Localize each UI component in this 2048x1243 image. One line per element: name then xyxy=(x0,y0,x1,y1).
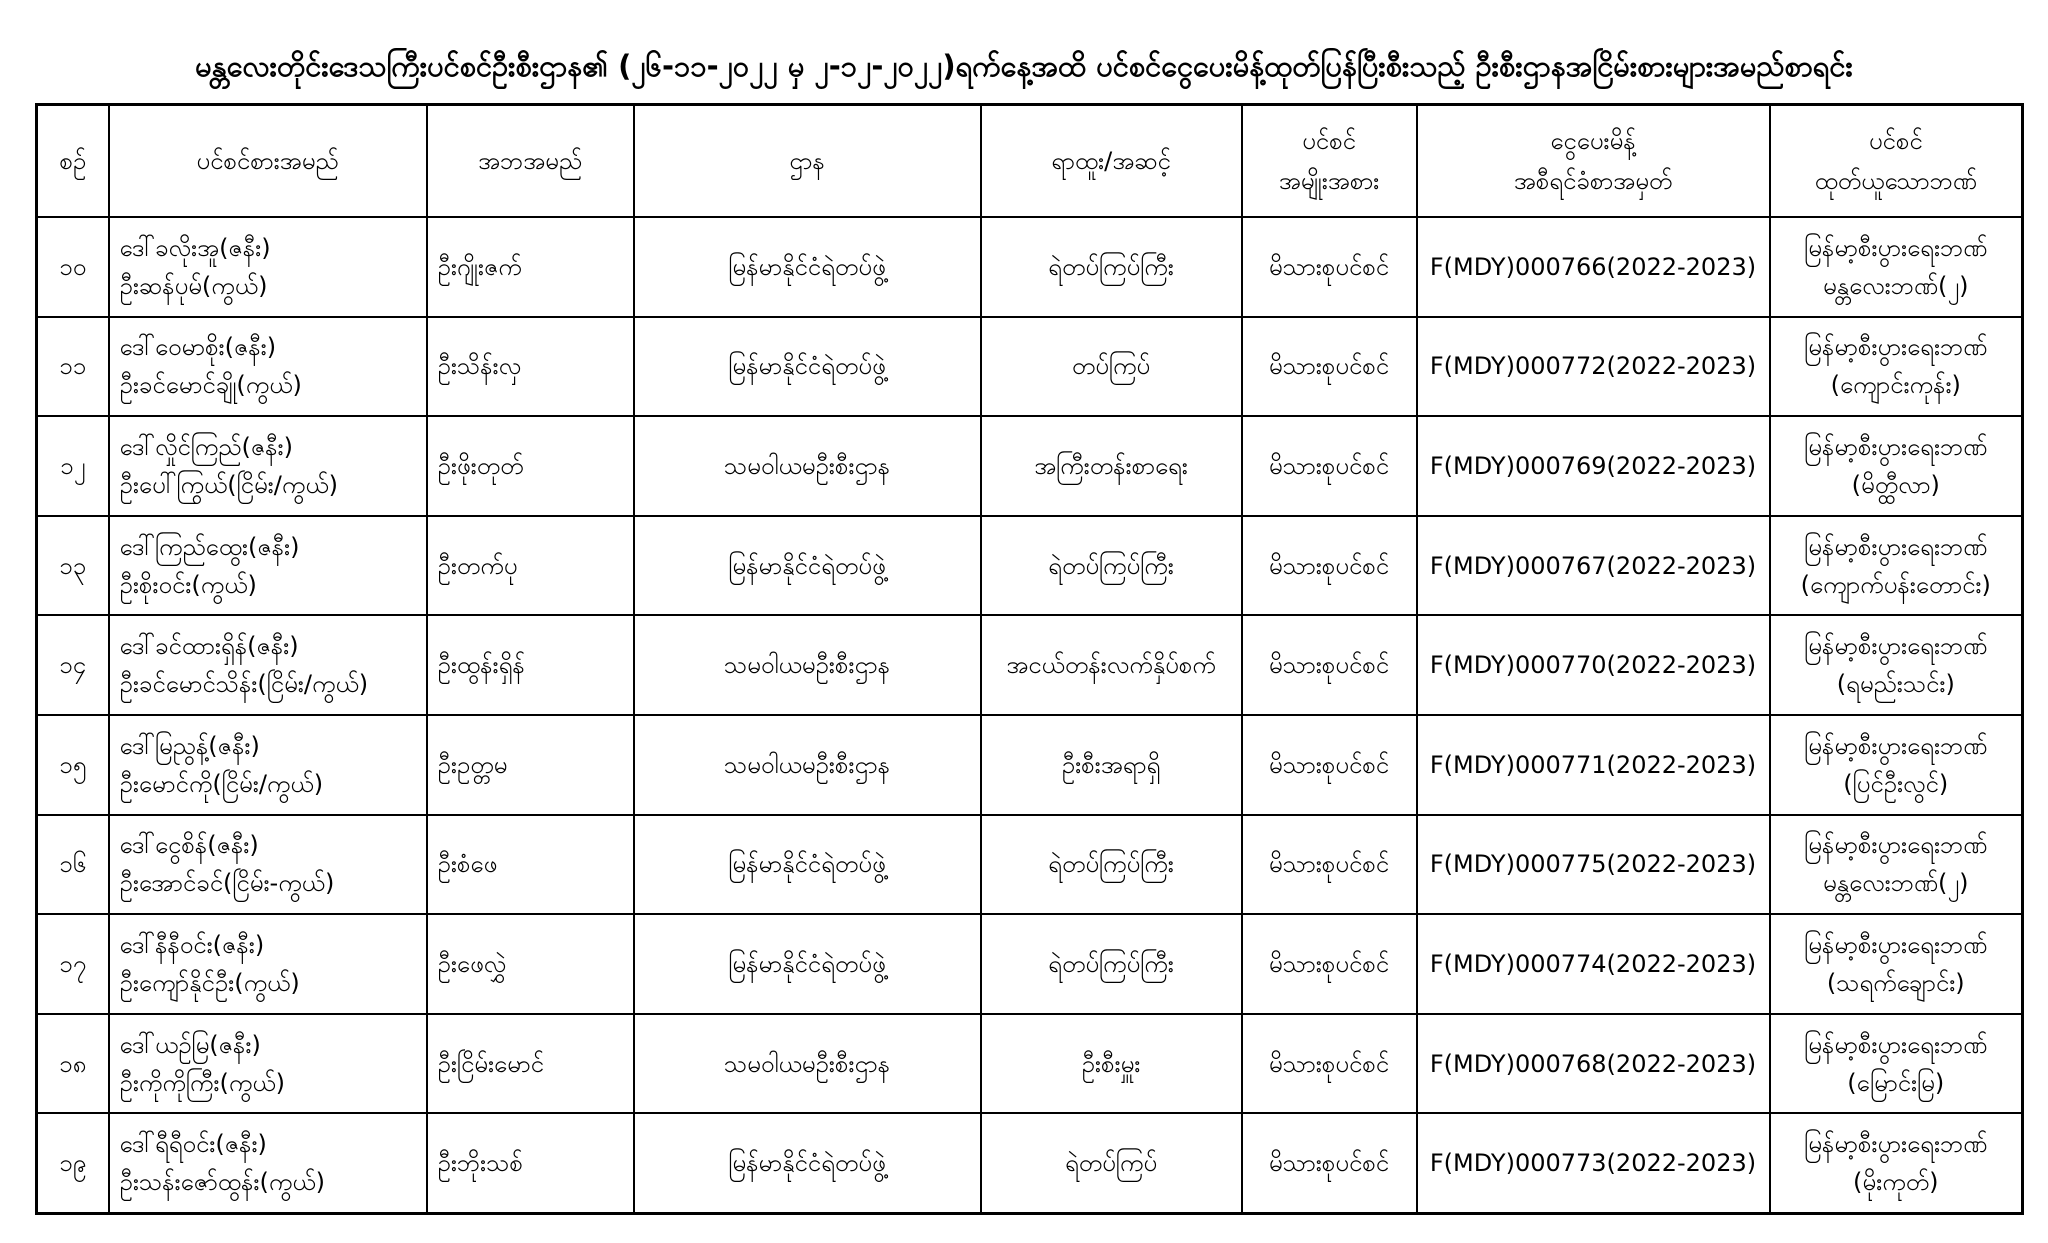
cell-order-no: F(MDY)000772(2022-2023) xyxy=(1417,317,1770,417)
table-row xyxy=(37,914,2023,1014)
cell-bank xyxy=(1770,1113,2023,1213)
cell-no: ၁၆ xyxy=(37,815,109,915)
table-row xyxy=(37,615,2023,715)
deceased-name: ဦးခင်မောင်ချို(ကွယ်) xyxy=(119,371,302,400)
cell-bank xyxy=(1770,815,2023,915)
header-rank: ရာထူး/အဆင့် xyxy=(981,105,1242,218)
bank-branch: မန္တလေးဘဏ်(၂) xyxy=(1822,271,1969,300)
bank-name: မြန်မာ့စီးပွားရေးဘဏ် xyxy=(1804,233,1988,262)
deceased-name: ဦးကိုကိုကြီး(ကွယ်) xyxy=(119,1068,285,1097)
header-bank xyxy=(1770,105,2023,218)
cell-department: မြန်မာနိုင်ငံရဲတပ်ဖွဲ့ xyxy=(634,914,981,1014)
cell-pension-type: မိသားစုပင်စင် xyxy=(1242,914,1417,1014)
table-row xyxy=(37,516,2023,616)
cell-no: ၁၉ xyxy=(37,1113,109,1213)
header-row xyxy=(37,105,2023,218)
cell-pension-type: မိသားစုပင်စင် xyxy=(1242,1113,1417,1213)
bank-branch: (မြောင်းမြ) xyxy=(1847,1068,1945,1097)
pensioner-name: ဒေါ်ဝေမာစိုး(ဇနီး) xyxy=(119,333,277,362)
cell-rank: ရဲတပ်ကြပ်ကြီး xyxy=(981,516,1242,616)
bank-name: မြန်မာ့စီးပွားရေးဘဏ် xyxy=(1804,831,1988,860)
deceased-name: ဦးစိုးဝင်း(ကွယ်) xyxy=(119,570,257,599)
bank-branch: (ကျောင်းကုန်း) xyxy=(1830,371,1961,400)
cell-no: ၁၀ xyxy=(37,217,109,317)
table-row xyxy=(37,1014,2023,1114)
cell-department: သမဝါယမဦးစီးဌာန xyxy=(634,416,981,516)
bank-branch: (ပြင်ဦးလွင်) xyxy=(1843,769,1949,798)
cell-department: မြန်မာနိုင်ငံရဲတပ်ဖွဲ့ xyxy=(634,317,981,417)
cell-order-no: F(MDY)000775(2022-2023) xyxy=(1417,815,1770,915)
pensioner-name: ဒေါ်ခင်ထားရှိန်(ဇနီး) xyxy=(119,632,299,661)
bank-branch: (ရမည်းသင်း) xyxy=(1836,670,1955,699)
cell-rank: တပ်ကြပ် xyxy=(981,317,1242,417)
cell-father: ဦးငြိမ်းမောင် xyxy=(427,1014,634,1114)
cell-pension-type: မိသားစုပင်စင် xyxy=(1242,317,1417,417)
bank-name: မြန်မာ့စီးပွားရေးဘဏ် xyxy=(1804,930,1988,959)
header-pension-type xyxy=(1242,105,1417,218)
cell-pension-type: မိသားစုပင်စင် xyxy=(1242,615,1417,715)
cell-pension-type: မိသားစုပင်စင် xyxy=(1242,1014,1417,1114)
cell-father: ဦးဖိုးတုတ် xyxy=(427,416,634,516)
bank-branch: (မိတ္ထီလာ) xyxy=(1851,470,1940,499)
header-name: ပင်စင်စားအမည် xyxy=(109,105,427,218)
cell-department: မြန်မာနိုင်ငံရဲတပ်ဖွဲ့ xyxy=(634,516,981,616)
cell-name xyxy=(109,914,427,1014)
cell-pension-type: မိသားစုပင်စင် xyxy=(1242,217,1417,317)
cell-pension-type: မိသားစုပင်စင် xyxy=(1242,516,1417,616)
table-row xyxy=(37,1113,2023,1213)
pensioner-table xyxy=(35,103,2024,1215)
pensioner-name: ဒေါ်ငွေစိန်(ဇနီး) xyxy=(119,831,259,860)
header-order-no xyxy=(1417,105,1770,218)
header-pension-type-line2: အမျိုးအစား xyxy=(1278,167,1380,195)
header-department: ဌာန xyxy=(634,105,981,218)
pensioner-name: ဒေါ်ခလိုးအူ(ဇနီး) xyxy=(119,233,271,262)
cell-pension-type: မိသားစုပင်စင် xyxy=(1242,416,1417,516)
cell-order-no: F(MDY)000769(2022-2023) xyxy=(1417,416,1770,516)
cell-father: ဦးဂျိုးဇက် xyxy=(427,217,634,317)
cell-rank: ဦးစီးမှူး xyxy=(981,1014,1242,1114)
cell-name xyxy=(109,1113,427,1213)
deceased-name: ဦးပေါ်ကြွယ်(ငြိမ်း/ကွယ်) xyxy=(119,470,339,499)
cell-father: ဦးသိန်းလှ xyxy=(427,317,634,417)
cell-order-no: F(MDY)000767(2022-2023) xyxy=(1417,516,1770,616)
deceased-name: ဦးခင်မောင်သိန်း(ငြိမ်း/ကွယ်) xyxy=(119,670,369,699)
header-father: အဘအမည် xyxy=(427,105,634,218)
deceased-name: ဦးကျော်နိုင်ဦး(ကွယ်) xyxy=(119,968,300,997)
bank-branch: (သရက်ချောင်း) xyxy=(1826,968,1965,997)
cell-pension-type: မိသားစုပင်စင် xyxy=(1242,815,1417,915)
cell-rank: ရဲတပ်ကြပ်ကြီး xyxy=(981,217,1242,317)
cell-bank xyxy=(1770,715,2023,815)
cell-name xyxy=(109,516,427,616)
cell-name xyxy=(109,217,427,317)
table-row xyxy=(37,815,2023,915)
bank-name: မြန်မာ့စီးပွားရေးဘဏ် xyxy=(1804,1030,1988,1059)
cell-father: ဦးထွန်းရှိန် xyxy=(427,615,634,715)
cell-father: ဦးတက်ပု xyxy=(427,516,634,616)
cell-bank xyxy=(1770,1014,2023,1114)
cell-name xyxy=(109,317,427,417)
cell-no: ၁၈ xyxy=(37,1014,109,1114)
cell-father: ဦးဘိုးသစ် xyxy=(427,1113,634,1213)
cell-father: ဦးစံဖေ xyxy=(427,815,634,915)
deceased-name: ဦးသန်းဇော်ထွန်း(ကွယ်) xyxy=(119,1168,326,1197)
pensioner-name: ဒေါ်ကြည်ထွေး(ဇနီး) xyxy=(119,532,300,561)
bank-name: မြန်မာ့စီးပွားရေးဘဏ် xyxy=(1804,333,1988,362)
cell-no: ၁၁ xyxy=(37,317,109,417)
cell-bank xyxy=(1770,217,2023,317)
header-order-no-line2: အစီရင်ခံစာအမှတ် xyxy=(1513,167,1673,195)
header-pension-type-line1: ပင်စင် xyxy=(1302,127,1356,155)
pensioner-name: ဒေါ်ရီရီဝင်း(ဇနီး) xyxy=(119,1130,267,1159)
cell-father: ဦးဖေလွှဲ xyxy=(427,914,634,1014)
cell-bank xyxy=(1770,516,2023,616)
cell-department: သမဝါယမဦးစီးဌာန xyxy=(634,1014,981,1114)
cell-name xyxy=(109,1014,427,1114)
cell-order-no: F(MDY)000770(2022-2023) xyxy=(1417,615,1770,715)
cell-department: မြန်မာနိုင်ငံရဲတပ်ဖွဲ့ xyxy=(634,217,981,317)
cell-no: ၁၇ xyxy=(37,914,109,1014)
header-bank-line2: ထုတ်ယူသောဘဏ် xyxy=(1814,167,1977,195)
bank-name: မြန်မာ့စီးပွားရေးဘဏ် xyxy=(1804,731,1988,760)
table-row xyxy=(37,715,2023,815)
bank-name: မြန်မာ့စီးပွားရေးဘဏ် xyxy=(1804,632,1988,661)
cell-rank: အကြီးတန်းစာရေး xyxy=(981,416,1242,516)
bank-name: မြန်မာ့စီးပွားရေးဘဏ် xyxy=(1804,1130,1988,1159)
cell-rank: အငယ်တန်းလက်နှိပ်စက် xyxy=(981,615,1242,715)
cell-bank xyxy=(1770,615,2023,715)
header-order-no-line1: ငွေပေးမိန့် xyxy=(1550,127,1636,155)
table-row xyxy=(37,217,2023,317)
cell-order-no: F(MDY)000768(2022-2023) xyxy=(1417,1014,1770,1114)
pensioner-name: ဒေါ်နီနီဝင်း(ဇနီး) xyxy=(119,930,265,959)
cell-order-no: F(MDY)000774(2022-2023) xyxy=(1417,914,1770,1014)
cell-pension-type: မိသားစုပင်စင် xyxy=(1242,715,1417,815)
cell-name xyxy=(109,715,427,815)
cell-order-no: F(MDY)000771(2022-2023) xyxy=(1417,715,1770,815)
cell-no: ၁၃ xyxy=(37,516,109,616)
deceased-name: ဦးမောင်ကို(ငြိမ်း/ကွယ်) xyxy=(119,769,324,798)
cell-rank: ရဲတပ်ကြပ်ကြီး xyxy=(981,914,1242,1014)
cell-rank: ဦးစီးအရာရှိ xyxy=(981,715,1242,815)
cell-department: သမဝါယမဦးစီးဌာန xyxy=(634,715,981,815)
pensioner-name: ဒေါ်မြညွန့်(ဇနီး) xyxy=(119,731,260,760)
table-row xyxy=(37,416,2023,516)
header-bank-line1: ပင်စင် xyxy=(1868,127,1923,155)
pensioner-name: ဒေါ်ယဉ်မြ(ဇနီး) xyxy=(119,1030,261,1059)
deceased-name: ဦးဆန်ပုမ်(ကွယ်) xyxy=(119,271,268,300)
bank-branch: (ကျောက်ပန်းတောင်း) xyxy=(1800,570,1991,599)
cell-rank: ရဲတပ်ကြပ် xyxy=(981,1113,1242,1213)
cell-no: ၁၅ xyxy=(37,715,109,815)
table-row xyxy=(37,317,2023,417)
cell-father: ဦးဥတ္တမ xyxy=(427,715,634,815)
cell-no: ၁၄ xyxy=(37,615,109,715)
bank-branch: မန္တလေးဘဏ်(၂) xyxy=(1822,869,1969,898)
bank-branch: (မိုးကုတ်) xyxy=(1853,1168,1939,1197)
cell-bank xyxy=(1770,416,2023,516)
cell-name xyxy=(109,416,427,516)
cell-name xyxy=(109,615,427,715)
cell-department: မြန်မာနိုင်ငံရဲတပ်ဖွဲ့ xyxy=(634,1113,981,1213)
cell-order-no: F(MDY)000766(2022-2023) xyxy=(1417,217,1770,317)
deceased-name: ဦးအောင်ခင်(ငြိမ်း-ကွယ်) xyxy=(119,869,335,898)
cell-rank: ရဲတပ်ကြပ်ကြီး xyxy=(981,815,1242,915)
pensioner-name: ဒေါ်လှိုင်ကြည်(ဇနီး) xyxy=(119,432,293,461)
cell-no: ၁၂ xyxy=(37,416,109,516)
cell-department: သမဝါယမဦးစီးဌာန xyxy=(634,615,981,715)
cell-department: မြန်မာနိုင်ငံရဲတပ်ဖွဲ့ xyxy=(634,815,981,915)
cell-name xyxy=(109,815,427,915)
bank-name: မြန်မာ့စီးပွားရေးဘဏ် xyxy=(1804,432,1988,461)
bank-name: မြန်မာ့စီးပွားရေးဘဏ် xyxy=(1804,532,1988,561)
document-title: မန္တလေးတိုင်းဒေသကြီးပင်စင်ဦးစီးဌာန၏ (၂၆-၁၁-၂၀၂၂ မှ ၂-၁၂-၂၀၂၂)ရက်နေ့အထိ ပင်စင်ငွေပေးမိန့်ထုတ်ပြန်ပြီးစီးသည့် ဦးစီးဌာနအငြိမ်းစားများအမည်စာရင်း xyxy=(195,49,1853,83)
header-no: စဉ် xyxy=(37,105,109,218)
cell-bank xyxy=(1770,914,2023,1014)
table-body xyxy=(37,217,2023,1214)
cell-order-no: F(MDY)000773(2022-2023) xyxy=(1417,1113,1770,1213)
cell-bank xyxy=(1770,317,2023,417)
